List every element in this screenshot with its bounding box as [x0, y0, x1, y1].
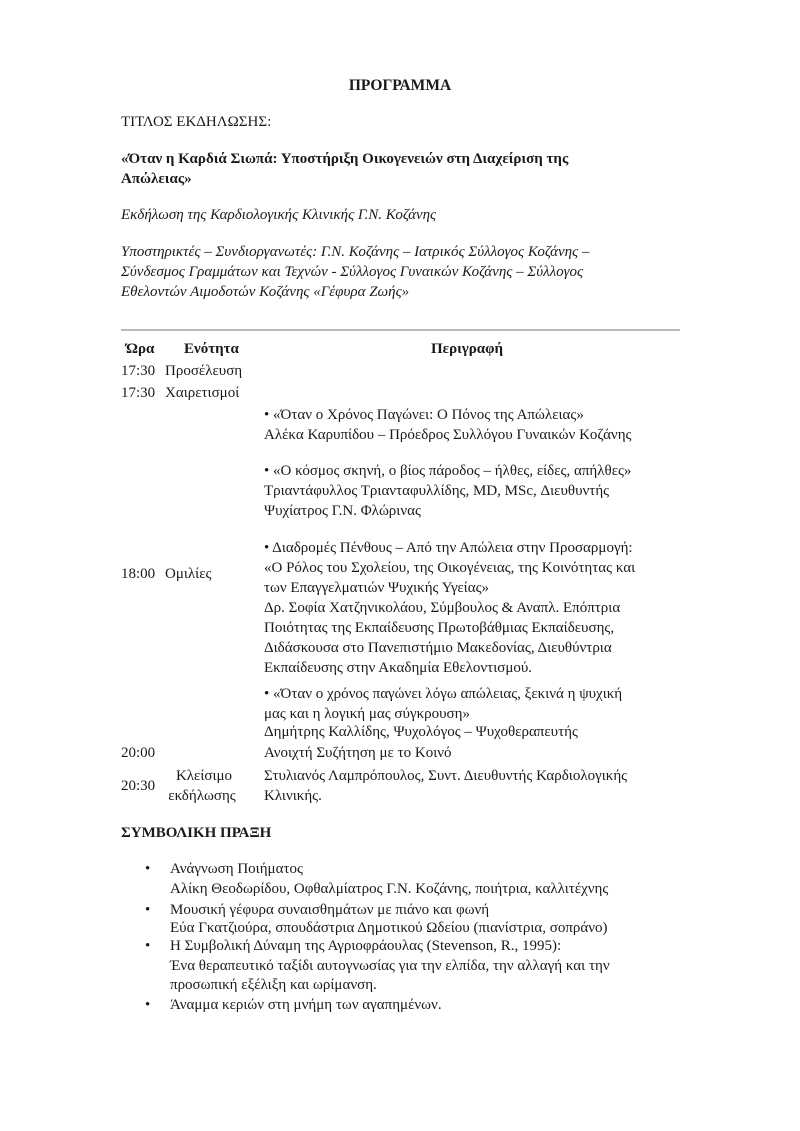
discussion: Ανοιχτή Συζήτηση με το Κοινό	[264, 745, 452, 761]
row-time-2: 17:30	[121, 385, 156, 401]
symbolic-item-3-line-3: προσωπική εξέλιξη και ωρίμανση.	[170, 977, 377, 993]
header-time: Ώρα	[126, 341, 155, 357]
event-title-line-2: Απώλειας»	[121, 171, 192, 187]
row-section-3: Ομιλίες	[165, 566, 212, 582]
row-section-2: Χαιρετισμοί	[165, 385, 240, 401]
talk-3-line-5: Ποιότητας της Εκπαίδευσης Πρωτοβάθμιας Εκπαίδευσης,	[264, 620, 615, 636]
header-description: Περιγραφή	[431, 341, 504, 357]
event-title-label: ΤΙΤΛΟΣ ΕΚΔΗΛΩΣΗΣ:	[121, 114, 272, 130]
talk-3-line-1: • Διαδρομές Πένθους – Από την Απώλεια στην Προσαρμογή:	[264, 540, 633, 556]
supporters-line-2: Σύνδεσμος Γραμμάτων και Τεχνών - Σύλλογος Γυναικών Κοζάνης – Σύλλογος	[121, 264, 584, 280]
symbolic-bullet-1: •	[145, 861, 151, 877]
symbolic-heading: ΣΥΜΒΟΛΙΚΗ ΠΡΑΞΗ	[121, 825, 272, 841]
symbolic-bullet-4: •	[145, 997, 151, 1013]
closing-line-1: Στυλιανός Λαμπρόπουλος, Συντ. Διευθυντής Καρδιολογικής	[264, 768, 628, 784]
row-time-5: 20:30	[121, 778, 156, 794]
talk-3-line-6: Διδάσκουσα στο Πανεπιστήμιο Μακεδονίας, Διευθύντρια	[264, 640, 612, 656]
row-section-5-line-2: εκδήλωσης	[168, 788, 236, 804]
row-time-1: 17:30	[121, 363, 156, 379]
event-title-line-1: «Όταν η Καρδιά Σιωπά: Υποστήριξη Οικογενειών στη Διαχείριση της	[121, 151, 569, 167]
symbolic-item-1-line-2: Αλίκη Θεοδωρίδου, Οφθαλμίατρος Γ.Ν. Κοζάνης, ποιήτρια, καλλιτέχνης	[170, 881, 609, 897]
supporters-line-3: Εθελοντών Αιμοδοτών Κοζάνης «Γέφυρα Ζωής»	[121, 284, 410, 300]
symbolic-bullet-3: •	[145, 938, 151, 954]
talk-1-line-1: • «Όταν ο Χρόνος Παγώνει: Ο Πόνος της Απώλειας»	[264, 407, 584, 423]
talk-4-line-1: • «Όταν ο χρόνος παγώνει λόγω απώλειας, ξεκινά η ψυχική	[264, 686, 623, 702]
talk-2-line-1: • «Ο κόσμος σκηνή, ο βίος πάροδος – ήλθες, είδες, απήλθες»	[264, 463, 632, 479]
talk-3-line-3: των Επαγγελματιών Ψυχικής Υγείας»	[264, 580, 490, 596]
divider	[121, 329, 680, 331]
talk-4-line-2: μας και η λογική μας σύγκρουση»	[264, 706, 470, 722]
row-section-1: Προσέλευση	[165, 363, 243, 379]
closing-line-2: Κλινικής.	[264, 788, 322, 804]
talk-1-line-2: Αλέκα Καρυπίδου – Πρόεδρος Συλλόγου Γυναικών Κοζάνης	[264, 427, 632, 443]
symbolic-item-1-line-1: Ανάγνωση Ποιήματος	[170, 861, 303, 877]
row-time-4: 20:00	[121, 745, 156, 761]
talk-3-line-7: Εκπαίδευσης στην Ακαδημία Εθελοντισμού.	[264, 660, 533, 676]
symbolic-bullet-2: •	[145, 902, 151, 918]
supporters-line-1: Υποστηρικτές – Συνδιοργανωτές: Γ.Ν. Κοζάνης – Ιατρικός Σύλλογος Κοζάνης –	[121, 244, 590, 260]
header-section: Ενότητα	[184, 341, 239, 357]
symbolic-item-3-line-1: Η Συμβολική Δύναμη της Αγριοφράουλας (Stevenson, R., 1995):	[170, 938, 562, 954]
symbolic-item-2-line-1: Μουσική γέφυρα συναισθημάτων με πιάνο και φωνή	[170, 902, 490, 918]
talk-3-line-4: Δρ. Σοφία Χατζηνικολάου, Σύμβουλος & Αναπλ. Επόπτρια	[264, 600, 621, 616]
page-title: ΠΡΟΓΡΑΜΜΑ	[348, 77, 452, 94]
talk-3-line-2: «Ο Ρόλος του Σχολείου, της Οικογένειας, της Κοινότητας και	[264, 560, 636, 576]
talk-2-line-3: Ψυχίατρος Γ.Ν. Φλώρινας	[264, 503, 421, 519]
talk-2-line-2: Τριαντάφυλλος Τριανταφυλλίδης, MD, MSc, Διευθυντής	[264, 483, 610, 499]
organizer: Εκδήλωση της Καρδιολογικής Κλινικής Γ.Ν. Κοζάνης	[121, 207, 437, 223]
row-time-3: 18:00	[121, 566, 156, 582]
symbolic-item-2-line-2: Εύα Γκατζιούρα, σπουδάστρια Δημοτικού Ωδείου (πιανίστρια, σοπράνο)	[170, 920, 608, 936]
talk-4-line-3: Δημήτρης Καλλίδης, Ψυχολόγος – Ψυχοθεραπευτής	[264, 724, 578, 740]
symbolic-item-4-line-1: Άναμμα κεριών στη μνήμη των αγαπημένων.	[170, 997, 442, 1013]
row-section-5-line-1: Κλείσιμο	[175, 768, 233, 784]
symbolic-item-3-line-2: Ένα θεραπευτικό ταξίδι αυτογνωσίας για την ελπίδα, την αλλαγή και την	[170, 958, 610, 974]
